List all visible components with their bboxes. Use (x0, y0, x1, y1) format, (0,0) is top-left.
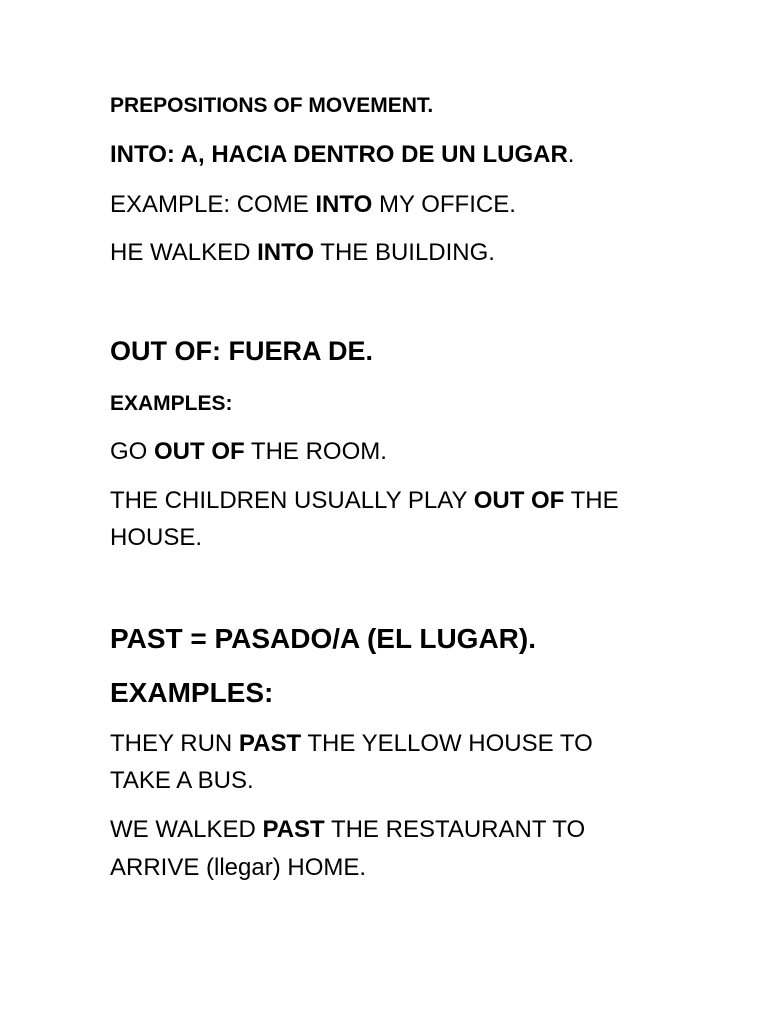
past-example-2-pre: WE WALKED (110, 816, 263, 843)
document-title: PREPOSITIONS OF MOVEMENT. (110, 94, 434, 117)
past-example-2-line2: ARRIVE (llegar) HOME. (110, 854, 367, 881)
past-example-1-post: THE YELLOW HOUSE TO (301, 730, 593, 757)
into-example-2 (110, 241, 495, 265)
past-example-2 (110, 818, 585, 842)
out-of-examples-label: EXAMPLES: (110, 392, 233, 415)
past-example-1 (110, 732, 593, 756)
out-of-heading: OUT OF: FUERA DE. (110, 336, 373, 366)
out-of-example-1-post: THE ROOM. (244, 438, 387, 465)
past-examples-label: EXAMPLES: (110, 677, 274, 708)
into-example-2-pre: HE WALKED (110, 239, 258, 266)
past-example-2-post: THE RESTAURANT TO (324, 816, 586, 843)
past-example-1-pre: THEY RUN (110, 730, 239, 757)
into-example-2-bold: INTO (257, 239, 315, 266)
out-of-example-1-pre: GO (110, 438, 155, 465)
out-of-example-1 (110, 440, 387, 464)
into-example-2-post: THE BUILDING. (314, 239, 495, 266)
into-heading (110, 143, 574, 167)
past-example-1-bold: PAST (238, 730, 302, 757)
out-of-example-1-bold: OUT OF (154, 438, 245, 465)
into-heading-period: . (567, 141, 575, 168)
into-example-1-pre: EXAMPLE: COME (110, 191, 316, 218)
into-example-1 (110, 193, 516, 217)
past-example-1-line2: TAKE A BUS. (110, 767, 254, 794)
into-example-1-post: MY OFFICE. (372, 191, 516, 218)
out-of-example-2 (110, 489, 619, 513)
into-example-1-bold: INTO (315, 191, 373, 218)
past-heading: PAST = PASADO/A (EL LUGAR). (110, 623, 536, 654)
out-of-example-2-pre: THE CHILDREN USUALLY PLAY (110, 487, 474, 514)
out-of-example-2-line2: HOUSE. (110, 524, 203, 551)
into-heading-text: INTO: A, HACIA DENTRO DE UN LUGAR (110, 141, 568, 168)
out-of-example-2-bold: OUT OF (473, 487, 565, 514)
past-example-2-bold: PAST (262, 816, 325, 843)
out-of-example-2-post: THE (564, 487, 619, 514)
